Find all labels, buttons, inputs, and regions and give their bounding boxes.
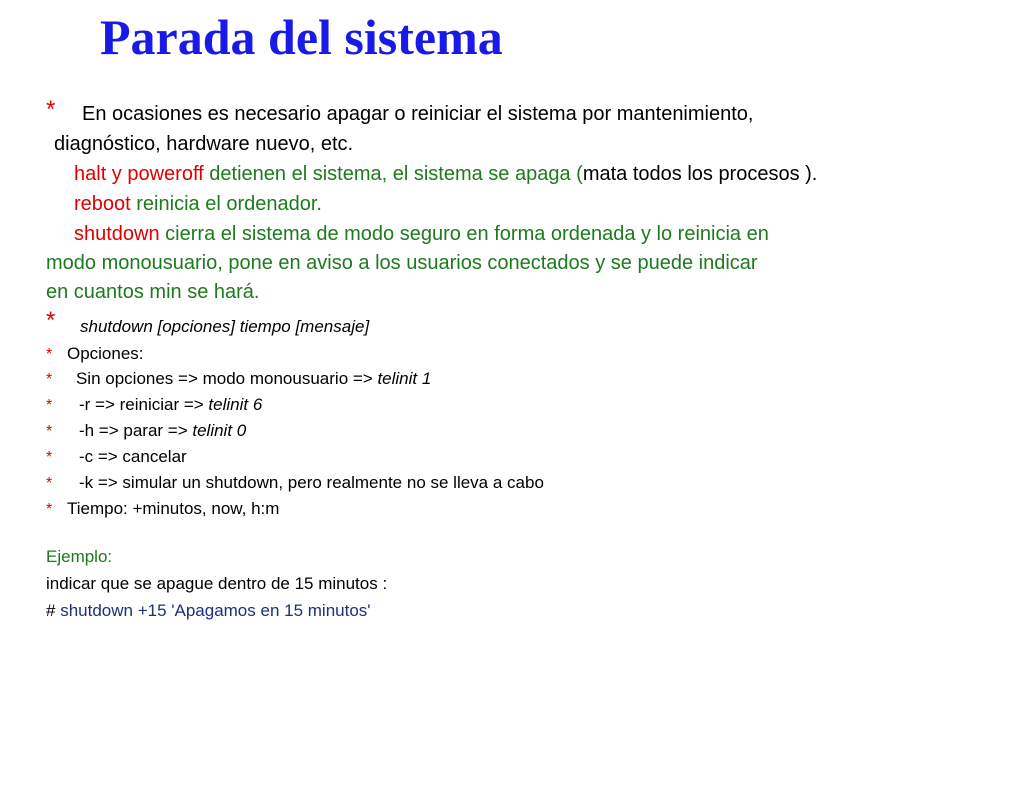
time-line bbox=[46, 500, 279, 518]
shutdown-line-1 bbox=[74, 224, 769, 244]
intro-line-2: diagnóstico, hardware nuevo, etc. bbox=[54, 133, 354, 155]
option-text: Sin opciones => modo monousuario => bbox=[75, 369, 378, 388]
halt-line bbox=[74, 164, 817, 184]
shutdown-line-2: modo monousuario, pone en aviso a los usuarios conectados y se puede indicar bbox=[46, 252, 758, 274]
reboot-line bbox=[74, 194, 322, 214]
option-item bbox=[46, 448, 187, 466]
option-text: -r => reiniciar => bbox=[78, 395, 209, 414]
example-command: shutdown +15 'Apagamos en 15 minutos' bbox=[55, 601, 371, 620]
reboot-command: reboot bbox=[74, 193, 131, 215]
halt-note: mata todos los procesos ). bbox=[582, 163, 818, 185]
bullet-marker: * bbox=[46, 397, 53, 414]
shutdown-command: shutdown bbox=[74, 223, 160, 245]
syntax-line bbox=[46, 307, 55, 335]
bullet-marker: * bbox=[46, 449, 53, 466]
option-item bbox=[46, 370, 431, 388]
bullet-marker: * bbox=[46, 346, 53, 363]
option-item bbox=[46, 422, 246, 440]
syntax-text: shutdown [opciones] tiempo [mensaje] bbox=[80, 317, 370, 336]
option-command: telinit 0 bbox=[192, 421, 247, 440]
reboot-description: reinicia el ordenador. bbox=[130, 193, 322, 215]
option-item bbox=[46, 474, 544, 492]
bullet-marker: * bbox=[46, 501, 53, 518]
option-item bbox=[46, 396, 262, 414]
page-title: Parada del sistema bbox=[100, 9, 503, 65]
option-command: telinit 6 bbox=[208, 395, 263, 414]
option-command: telinit 1 bbox=[377, 369, 432, 388]
intro-bullet-line bbox=[46, 96, 55, 124]
bullet-marker: * bbox=[46, 307, 56, 334]
bullet-marker: * bbox=[46, 371, 53, 388]
halt-command: halt y poweroff bbox=[74, 163, 204, 185]
example-description: indicar que se apague dentro de 15 minutos : bbox=[46, 574, 388, 593]
time-text: Tiempo: +minutos, now, h:m bbox=[66, 499, 280, 518]
shutdown-description: cierra el sistema de modo seguro en forma ordenada y lo reinicia en bbox=[159, 223, 769, 245]
options-heading-line bbox=[46, 345, 144, 363]
halt-description: detienen el sistema, el sistema se apaga ( bbox=[203, 163, 583, 185]
option-text: -c => cancelar bbox=[78, 447, 187, 466]
bullet-marker: * bbox=[46, 96, 56, 123]
prompt-symbol: # bbox=[46, 601, 56, 620]
options-heading: Opciones: bbox=[66, 344, 144, 363]
intro-line-1: En ocasiones es necesario apagar o reiniciar el sistema por mantenimiento, bbox=[82, 103, 754, 125]
shutdown-line-3: en cuantos min se hará. bbox=[46, 281, 260, 303]
example-label: Ejemplo: bbox=[46, 547, 113, 566]
option-text: -h => parar => bbox=[78, 421, 193, 440]
option-text: -k => simular un shutdown, pero realmente no se lleva a cabo bbox=[78, 473, 544, 492]
bullet-marker: * bbox=[46, 475, 53, 492]
bullet-marker: * bbox=[46, 423, 53, 440]
example-command-line bbox=[46, 602, 371, 619]
